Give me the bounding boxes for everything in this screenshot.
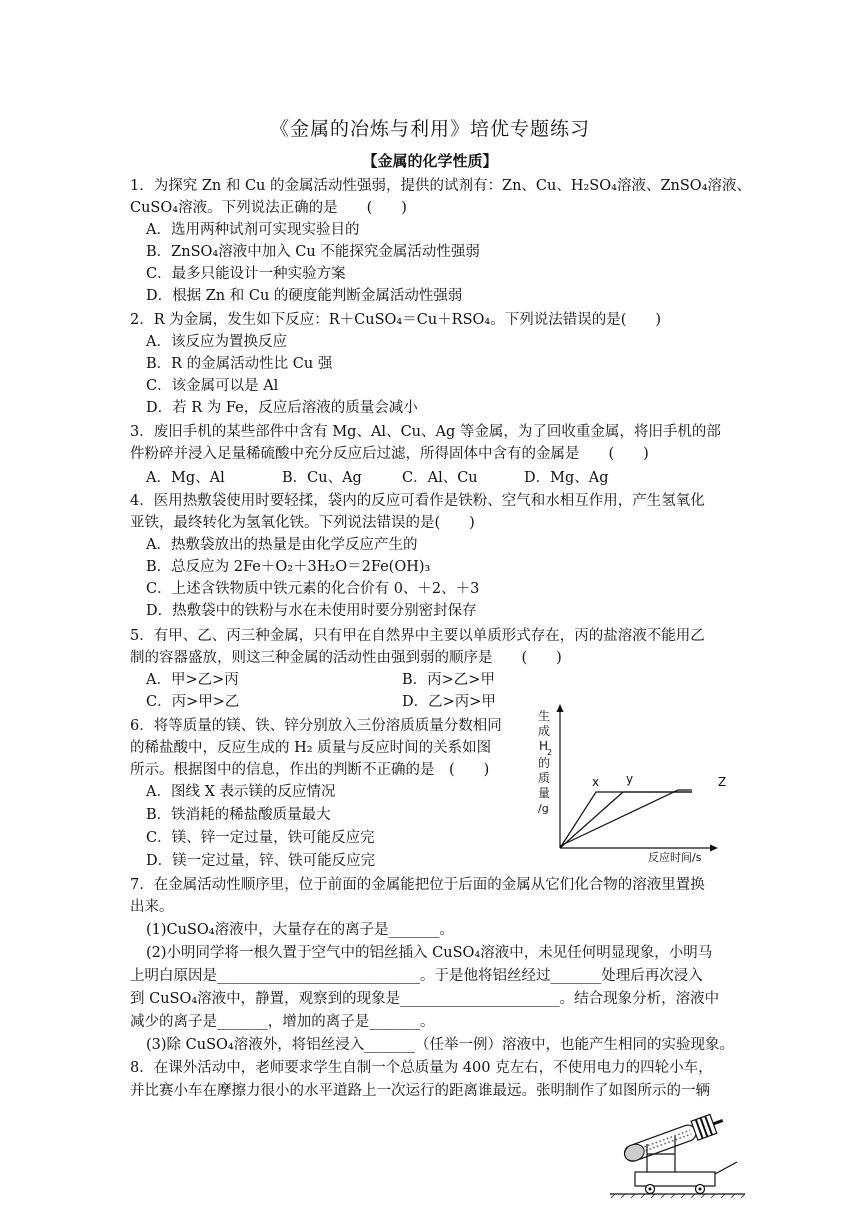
q2-option-b: B．R 的金属活动性比 Cu 强 [146,356,333,372]
chart-x-arrow [710,845,718,852]
cart-body [635,1172,715,1186]
q7-part2-line3: 到 CuSO₄溶液中，静置，观察到的现象是______________________。结合现象分析，溶液中 [130,991,720,1007]
chart-ylabel-char: 成 [538,724,551,738]
q3-option-a: A．Mg、Al [146,470,225,486]
q4-option-c: C．上述含铁物质中铁元素的化合价有 0、＋2、＋3 [146,581,480,597]
q6-option-c: C．镁、锌一定过量，铁可能反应完 [146,830,375,846]
q3-option-b: B．Cu、Ag [282,470,362,486]
q7-stem-line2: 出来。 [130,899,174,915]
q4-option-d: D．热敷袋中的铁粉与水在未使用时要分别密封保存 [146,603,477,619]
chart-ylabel-char: H [539,739,549,753]
chart-ylabel-char: /g [538,802,549,815]
chart-y-arrow [557,704,564,712]
cart-wheel [649,1188,652,1191]
chart-ylabel-char: 的 [538,756,551,770]
q8-stem-line2: 并比赛小车在摩擦力很小的水平道路上一次运行的距离谁最远。张明制作了如图所示的一辆 [130,1083,710,1099]
q1-option-a: A．选用两种试剂可实现实验目的 [146,222,360,238]
q5-option-b: B．丙>乙>甲 [402,672,495,688]
q1-stem-line2: CuSO₄溶液。下列说法正确的是 ( ) [130,200,407,216]
q7-part2-line1: (2)小明同学将一根久置于空气中的铝丝插入 CuSO₄溶液中，未见任何明显现象，小明马 [146,945,713,961]
chart-series-layer [560,772,726,848]
q4-option-b: B．总反应为 2Fe＋O₂＋3H₂O＝2Fe(OH)₃ [146,559,431,575]
q1-option-c: C．最多只能设计一种实验方案 [146,266,346,282]
series-label-x: x [592,775,600,789]
q5-option-a: A．甲>乙>丙 [146,672,239,688]
q1-stem-line1: 1．为探究 Zn 和 Cu 的金属活动性强弱，提供的试剂有：Zn、Cu、H₂SO₄溶液、ZnSO₄溶液、 [130,178,751,194]
q1-option-d: D．根据 Zn 和 Cu 的硬度能判断金属活动性强弱 [146,288,463,304]
q7-part3: (3)除 CuSO₄溶液外，将铝丝浸入_______（任举一例）溶液中，也能产生相同的实验现象。 [146,1037,734,1053]
q7-part1: (1)CuSO₄溶液中，大量存在的离子是_______。 [146,922,454,938]
q6-stem-line1: 6．将等质量的镁、铁、锌分别放入三份溶质质量分数相同 [130,718,502,734]
page-title: 《金属的冶炼与利用》培优专题练习 [269,118,590,140]
series-line-x [560,792,692,848]
q5-stem-line1: 5．有甲、乙、丙三种金属，只有甲在自然界中主要以单质形式存在，丙的盐溶液不能用乙 [130,628,705,644]
q8-cart-figure [605,1104,750,1198]
q8-stem-line1: 8．在课外活动中，老师要求学生自制一个总质量为 400 克左右，不使用电力的四轮小车， [130,1060,713,1076]
chart-ylabel-char: 量 [538,786,551,800]
q6-h2-mass-chart [532,700,727,865]
q2-option-d: D．若 R 为 Fe，反应后溶液的质量会减小 [146,400,418,416]
q5-option-d: D．乙>丙>甲 [402,694,496,710]
q6-option-a: A．图线 X 表示镁的反应情况 [146,784,336,800]
q2-option-a: A．该反应为置换反应 [146,334,287,350]
series-label-y: y [626,772,634,786]
chart-ylabel-char: 2 [547,748,553,757]
cart-wheel [699,1188,702,1191]
section-heading: 【金属的化学性质】 [362,152,498,170]
chart-xlabel: 反应时间/s [648,851,702,864]
q5-option-c: C．丙>甲>乙 [146,694,240,710]
q3-option-d: D．Mg、Ag [524,470,609,486]
q6-stem-line3: 所示。根据图中的信息，作出的判断不正确的是 ( ) [130,762,490,778]
q6-option-b: B．铁消耗的稀盐酸质量最大 [146,807,331,823]
q6-stem-line2: 的稀盐酸中，反应生成的 H₂ 质量与反应时间的关系如图 [130,740,492,756]
nozzle [713,1120,722,1123]
cart-handle [715,1162,737,1174]
series-line-y [560,792,692,848]
chart-ylabel-char: 生 [538,709,551,723]
q3-stem-line2: 件粉碎并浸入足量稀硫酸中充分反应后过滤，所得固体中含有的金属是 ( ) [130,446,649,462]
q7-stem-line1: 7．在金属活动性顺序里，位于前面的金属能把位于后面的金属从它们化合物的溶液里置换 [130,877,705,893]
q7-part2-line4: 减少的离子是_______，增加的离子是_______。 [130,1014,435,1030]
q3-stem-line1: 3．废旧手机的某些部件中含有 Mg、Al、Cu、Ag 等金属，为了回收重金属，将旧手机的部 [130,424,721,440]
q4-stem-line2: 亚铁，最终转化为氢氧化铁。下列说法错误的是( ) [130,515,475,531]
q1-option-b: B．ZnSO₄溶液中加入 Cu 不能探究金属活动性强弱 [146,244,480,260]
q2-option-c: C．该金属可以是 Al [146,378,279,394]
q5-stem-line2: 制的容器盛放，则这三种金属的活动性由强到弱的顺序是 ( ) [130,650,562,666]
q4-option-a: A．热敷袋放出的热量是由化学反应产生的 [146,537,418,553]
q7-part2-line2: 上明白原因是____________________________。于是他将铝丝经过_______处理后再次浸入 [130,968,703,984]
q3-option-c: C．Al、Cu [402,470,478,486]
chart-ylabel-char: 质 [538,771,551,785]
q6-option-d: D．镁一定过量，锌、铁可能反应完 [146,853,376,869]
q4-stem-line1: 4．医用热敷袋使用时要轻揉，袋内的反应可看作是铁粉、空气和水相互作用，产生氢氧化 [130,493,705,509]
q2-stem-line1: 2．R 为金属，发生如下反应：R＋CuSO₄＝Cu＋RSO₄。下列说法错误的是( ) [130,312,662,328]
series-label-z: Z [718,775,727,789]
